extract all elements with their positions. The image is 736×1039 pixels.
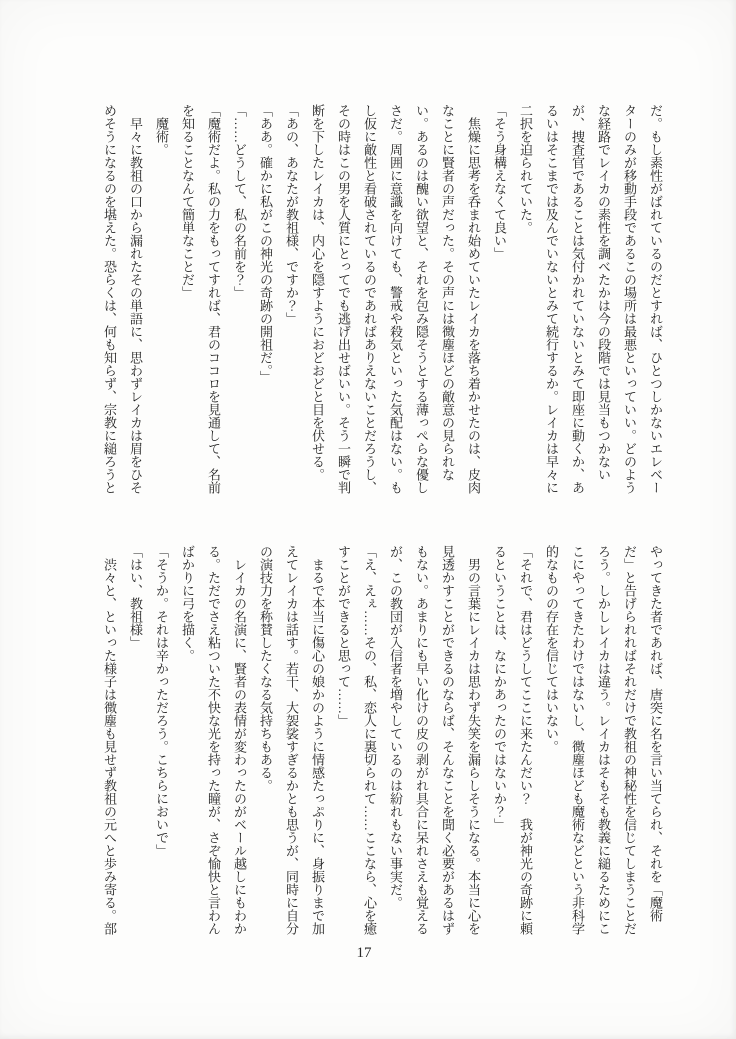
text-line: るということは、なにかあったのではないか？」 xyxy=(492,545,507,831)
text-line: ターのみが移動手段であるこの場所は最悪といっていい。どのよう xyxy=(622,104,637,494)
text-line: が、捜査官であることは気付かれていないとみて即座に動くか、あ xyxy=(570,104,585,494)
text-block-upper xyxy=(96,104,668,500)
text-line: もない。あまりにも早い化けの皮の剥がれ具合に呆れさえも覚える xyxy=(414,545,429,935)
text-line: 「ああ。確かに私がこの神光の奇跡の開祖だ。」 xyxy=(258,104,273,384)
text-line: 見透かすことができるのならば、そんなことを聞く必要があるはず xyxy=(440,545,455,935)
text-line: だ」と告げられればそれだけで教祖の神秘性を信じてしまうことだ xyxy=(622,545,637,935)
text-line: やってきた者であれば、唐突に名を言い当てられ、それを「魔術 xyxy=(648,545,663,922)
text-line: ばかりに弓を描く。 xyxy=(180,545,195,662)
text-line: 男の言葉にレイカは思わず失笑を漏らしそうになる。本当に心を xyxy=(466,545,481,935)
text-line: 魔術。 xyxy=(154,104,169,156)
text-line: が、この教団が入信者を増やしているのは紛れもない事実だ。 xyxy=(388,545,403,909)
text-line: すことができると思って……」 xyxy=(336,545,351,727)
text-line: その時はこの男を人質にとってでも逃げ出せばいい。そう一瞬で判 xyxy=(336,104,351,494)
text-block-lower xyxy=(96,545,668,941)
text-line: 早々に教祖の口から漏れたその単語に、思わずレイカは眉をひそ xyxy=(128,104,143,494)
text-line: 「あの、あなたが教祖様、ですか？」 xyxy=(284,104,299,325)
page-number: 17 xyxy=(356,945,372,961)
text-line: なことに賢者の声だった。その声には微塵ほどの敵意の見られな xyxy=(440,104,455,481)
text-line: 「魔術だよ。私の力をもってすれば、君のココロを見通して、名前 xyxy=(206,104,221,494)
text-line: 「はい、教祖様」 xyxy=(128,545,143,649)
text-line: レイカの名演に、賢者の表情が変わったのがベール越しにもわか xyxy=(232,545,247,935)
text-line: 的なものの存在を信じてはいない。 xyxy=(544,545,559,753)
text-line: 「そうか。それは辛かっただろう。こちらにおいで」 xyxy=(154,545,169,857)
text-line: 「……どうして、私の名前を？」 xyxy=(232,104,247,299)
text-line: 焦燥に思考を呑まれ始めていたレイカを落ち着かせたのは、皮肉 xyxy=(466,104,481,494)
text-line: 渋々と、といった様子は微塵も見せず教祖の元へと歩み寄る。部 xyxy=(102,545,117,935)
text-line: まるで本当に傷心の娘かのように情感たっぷりに、身振りまで加 xyxy=(310,545,325,935)
text-line: い。あるのは醜い欲望と、それを包み隠そうとする薄っぺらな優し xyxy=(414,104,429,494)
text-line: 「そう身構えなくて良い」 xyxy=(492,104,507,260)
text-line: るいはそこまでは及んでいないとみて続行するか。レイカは早々に xyxy=(544,104,559,494)
text-line: な経路でレイカの素性を調べたかは今の段階では見当もつかない xyxy=(596,104,611,481)
text-line: めそうになるのを堪えた。恐らくは、何も知らず、宗教に縋ろうと xyxy=(102,104,117,494)
text-line: を知ることなんて簡単なことだ」 xyxy=(180,104,195,299)
text-line: さだ。周囲に意識を向けても、警戒や殺気といった気配はない。も xyxy=(388,104,403,494)
text-line: し仮に敵性と看破されているのであればありえないことだろうし、 xyxy=(362,104,377,494)
text-line: ろう。しかしレイカは違う。レイカはそもそも教義に縋るためにこ xyxy=(596,545,611,935)
text-line: る。ただでさえ粘ついた不快な光を持った瞳が、さぞ愉快と言わん xyxy=(206,545,221,935)
text-line: 「それで、君はどうしてここに来たんだい？ 我が神光の奇跡に頼 xyxy=(518,545,533,935)
text-line: こにやってきたわけではないし、微塵ほども魔術などという非科学 xyxy=(570,545,585,935)
text-line: 二択を迫られていた。 xyxy=(518,104,533,234)
text-line: だ。もし素性がばれているのだとすれば、ひとつしかないエレベー xyxy=(648,104,663,494)
text-line: 「え、えぇ……その、私、恋人に裏切られて……ここなら、心を癒 xyxy=(362,545,377,935)
text-line: えてレイカは話す。若干、大袈裟すぎるかとも思うが、同時に自分 xyxy=(284,545,299,935)
text-line: の演技力を称賛したくなる気持ちもある。 xyxy=(258,545,273,792)
text-line: 断を下したレイカは、内心を隠すようにおどおどと目を伏せる。 xyxy=(310,104,325,481)
